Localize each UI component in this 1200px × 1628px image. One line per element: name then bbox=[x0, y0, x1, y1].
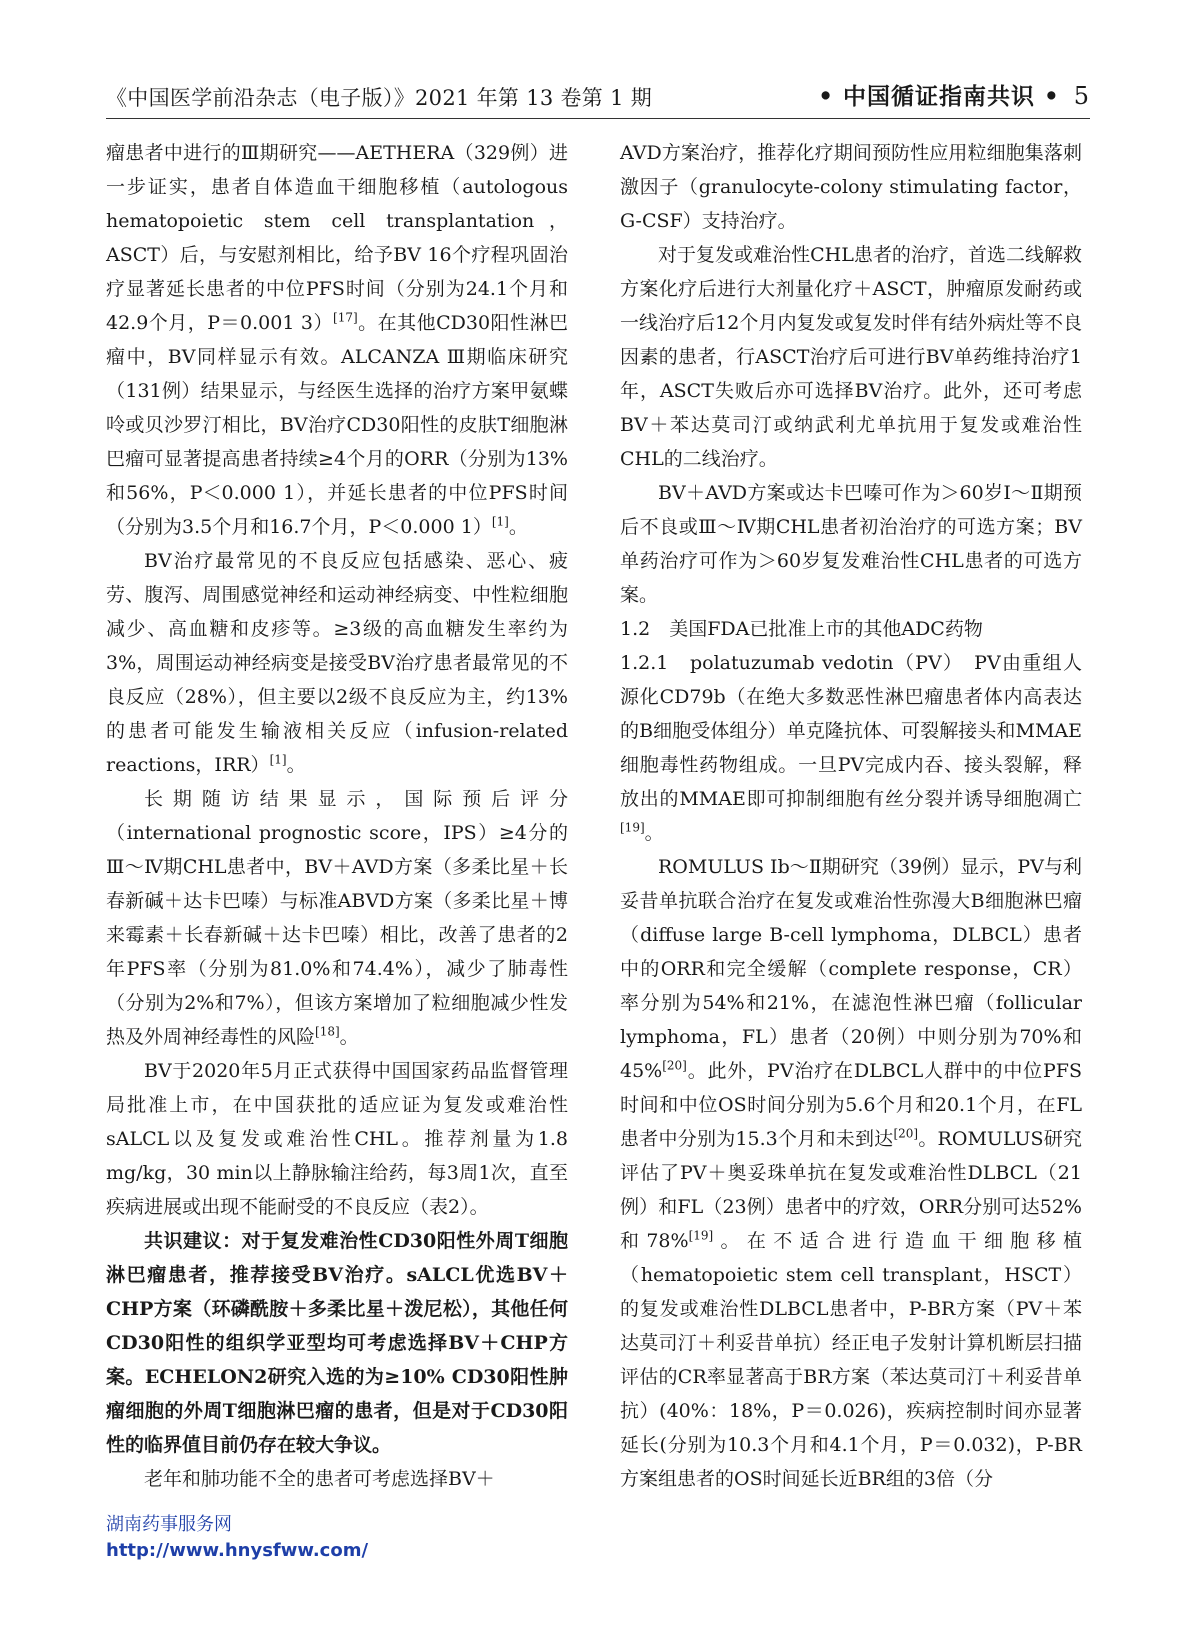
consensus-recommendation: 共识建议：对于复发难治性CD30阳性外周T细胞淋巴瘤患者，推荐接受BV治疗。sALCL优选BV＋CHP方案（环磷酰胺＋多柔比星＋泼尼松），其他任何CD30阳性的组织学亚型均可考虑选择BV＋CHP方案。ECHELON2研究入选的为≥10% CD30阳性肿瘤细胞的外周T细胞淋巴瘤的患者，但是对于CD30阳性的临界值目前仍存在较大争议。 bbox=[106, 1230, 568, 1456]
citation: [19] bbox=[688, 1228, 714, 1243]
left-column bbox=[106, 136, 568, 1496]
header-rule bbox=[106, 118, 1090, 119]
citation: [20] bbox=[893, 1126, 919, 1141]
paragraph: BV于2020年5月正式获得中国国家药品监督管理局批准上市，在中国获批的适应证为复发或难治性sALCL以及复发或难治性CHL。推荐剂量为1.8 mg/kg，30 min以上静脉输注给药，每3周1次，直至疾病进展或出现不能耐受的不良反应（表2）。 bbox=[106, 1060, 568, 1218]
watermark-footer bbox=[106, 1512, 368, 1564]
citation: [17] bbox=[333, 310, 358, 325]
paragraph: BV治疗最常见的不良反应包括感染、恶心、疲劳、腹泻、周围感觉神经和运动神经病变、中性粒细胞减少、高血糖和皮疹等。≥3级的高血糖发生率约为3%，周围运动神经病变是接受BV治疗患者最常见的不良反应（28%），但主要以2级不良反应为主，约13%的患者可能发生输液相关反应（infusion-related reactions，IRR）[1]。 bbox=[106, 550, 568, 776]
citation: [1] bbox=[269, 752, 287, 767]
section-heading: 1.2 美国FDA已批准上市的其他ADC药物 bbox=[620, 618, 983, 640]
paragraph: 瘤患者中进行的Ⅲ期研究——AETHERA（329例）进一步证实，患者自体造血干细胞移植（autologous hematopoietic stem cell transplantation，ASCT）后，与安慰剂相比，给予BV 16个疗程巩固治疗显著延长患者的中位PFS时间（分别为24.1个月和42.9个月，P＝0.001 3）[17]。在其他CD30阳性淋巴瘤中，BV同样显示有效。ALCANZA Ⅲ期临床研究（131例）结果显示，与经医生选择的治疗方案甲氨蝶呤或贝沙罗汀相比，BV治疗CD30阳性的皮肤T细胞淋巴瘤可显著提高患者持续≥4个月的ORR（分别为13%和56%，P＜0.000 1），并延长患者的中位PFS时间（分别为3.5个月和16.7个月，P＜0.000 1）[1]。 bbox=[106, 142, 568, 538]
page-header bbox=[106, 78, 1090, 120]
journal-title: 《中国医学前沿杂志（电子版）》2021 年第 13 卷第 1 期 bbox=[106, 86, 653, 110]
paragraph: 对于复发或难治性CHL患者的治疗，首选二线解救方案化疗后进行大剂量化疗＋ASCT，肿瘤原发耐药或一线治疗后12个月内复发或复发时伴有结外病灶等不良因素的患者，行ASCT治疗后可进行BV单药维持治疗1年，ASCT失败后亦可选择BV治疗。此外，还可考虑BV＋苯达莫司汀或纳武利尤单抗用于复发或难治性CHL的二线治疗。 bbox=[620, 244, 1082, 470]
paragraph: BV＋AVD方案或达卡巴嗪可作为＞60岁Ⅰ～Ⅱ期预后不良或Ⅲ～Ⅳ期CHL患者初治治疗的可选方案；BV单药治疗可作为＞60岁复发难治性CHL患者的可选方案。 bbox=[620, 482, 1082, 606]
site-name: 湖南药事服务网 bbox=[106, 1514, 232, 1535]
section-title bbox=[818, 78, 1090, 111]
paragraph: 老年和肺功能不全的患者可考虑选择BV＋ bbox=[144, 1468, 495, 1490]
citation: [18] bbox=[315, 1024, 340, 1039]
citation: [20] bbox=[662, 1058, 687, 1073]
right-column bbox=[620, 136, 1082, 1496]
site-url[interactable]: http://www.hnysfww.com/ bbox=[106, 1540, 369, 1561]
subsection-paragraph: 1.2.1 polatuzumab vedotin（PV） PV由重组人源化CD79b（在绝大多数恶性淋巴瘤患者体内高表达的B细胞受体组分）单克隆抗体、可裂解接头和MMAE细胞毒性药物组成。一旦PV完成内吞、接头裂解，释放出的MMAE即可抑制细胞有丝分裂并诱导细胞凋亡[19]。 bbox=[620, 652, 1082, 844]
citation: [1] bbox=[491, 514, 509, 529]
citation: [19] bbox=[620, 820, 645, 835]
paragraph: AVD方案治疗，推荐化疗期间预防性应用粒细胞集落刺激因子（granulocyte-colony stimulating factor，G-CSF）支持治疗。 bbox=[620, 142, 1082, 232]
page-number: 5 bbox=[1073, 82, 1090, 110]
section-label: • 中国循证指南共识 • bbox=[818, 83, 1060, 110]
paragraph: 长期随访结果显示，国际预后评分（international prognostic score，IPS）≥4分的Ⅲ～Ⅳ期CHL患者中，BV＋AVD方案（多柔比星＋长春新碱＋达卡巴嗪）与标准ABVD方案（多柔比星＋博来霉素＋长春新碱＋达卡巴嗪）相比，改善了患者的2年PFS率（分别为81.0%和74.4%），减少了肺毒性（分别为2%和7%），但该方案增加了粒细胞减少性发热及外周神经毒性的风险[18]。 bbox=[106, 788, 568, 1048]
paragraph: ROMULUS Ⅰb～Ⅱ期研究（39例）显示，PV与利妥昔单抗联合治疗在复发或难治性弥漫大B细胞淋巴瘤（diffuse large B-cell lymphoma，DLBCL）患者中的ORR和完全缓解（complete response，CR）率分别为54%和21%，在滤泡性淋巴瘤（follicular lymphoma，FL）患者（20例）中则分别为70%和45%[20]。此外，PV治疗在DLBCL人群中的中位PFS时间和中位OS时间分别为5.6个月和20.1个月，在FL患者中分别为15.3个月和未到达[20]。ROMULUS研究评估了PV＋奥妥珠单抗在复发或难治性DLBCL（21例）和FL（23例）患者中的疗效，ORR分别可达52%和78%[19]。在不适合进行造血干细胞移植（hematopoietic stem cell transplant，HSCT）的复发或难治性DLBCL患者中，P-BR方案（PV＋苯达莫司汀＋利妥昔单抗）经正电子发射计算机断层扫描评估的CR率显著高于BR方案（苯达莫司汀＋利妥昔单抗）(40%：18%，P＝0.026)，疾病控制时间亦显著延长(分别为10.3个月和4.1个月，P＝0.032)，P-BR方案组患者的OS时间延长近BR组的3倍（分 bbox=[620, 856, 1082, 1490]
